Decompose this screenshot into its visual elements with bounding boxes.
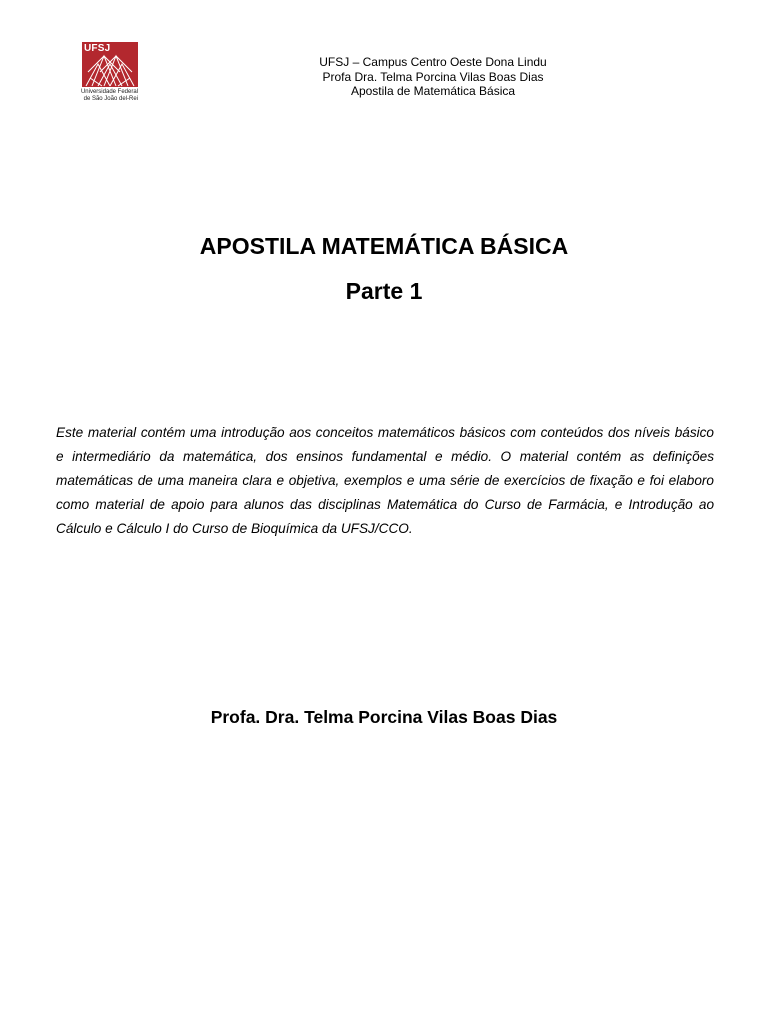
- logo-caption-line1: Universidade Federal: [80, 89, 138, 95]
- header-line-subject: Apostila de Matemática Básica: [350, 84, 516, 98]
- abstract-paragraph: Este material contém uma introdução aos conceitos matemáticos básicos com conteúdos dos níveis básico e intermediário da matemática, dos ensinos fundamental e médio. O material contém as definições matemáticas de uma maneira clara e objetiva, exemplos e uma série de exercícios de fixação e foi elaboro como material de apoio para alunos das disciplinas Matemática do Curso de Farmácia, e Introdução ao Cálculo e Cálculo I do Curso de Bioquímica da UFSJ/CCO.: [56, 425, 714, 536]
- university-logo: [70, 42, 138, 103]
- author-name: Profa. Dra. Telma Porcina Vilas Boas Dias: [210, 707, 558, 727]
- logo-caption-line2: de São João del-Rei: [83, 96, 138, 102]
- document-title: APOSTILA MATEMÁTICA BÁSICA: [199, 233, 569, 259]
- logo-emblem: [82, 42, 138, 87]
- header-line-campus: UFSJ – Campus Centro Oeste Dona Lindu: [319, 55, 547, 69]
- page-header: [200, 55, 666, 99]
- header-line-professor: Profa Dra. Telma Porcina Vilas Boas Dias: [322, 69, 544, 84]
- logo-caption: [70, 89, 138, 103]
- document-subtitle: Parte 1: [345, 278, 423, 304]
- logo-abbreviation: UFSJ: [84, 43, 111, 54]
